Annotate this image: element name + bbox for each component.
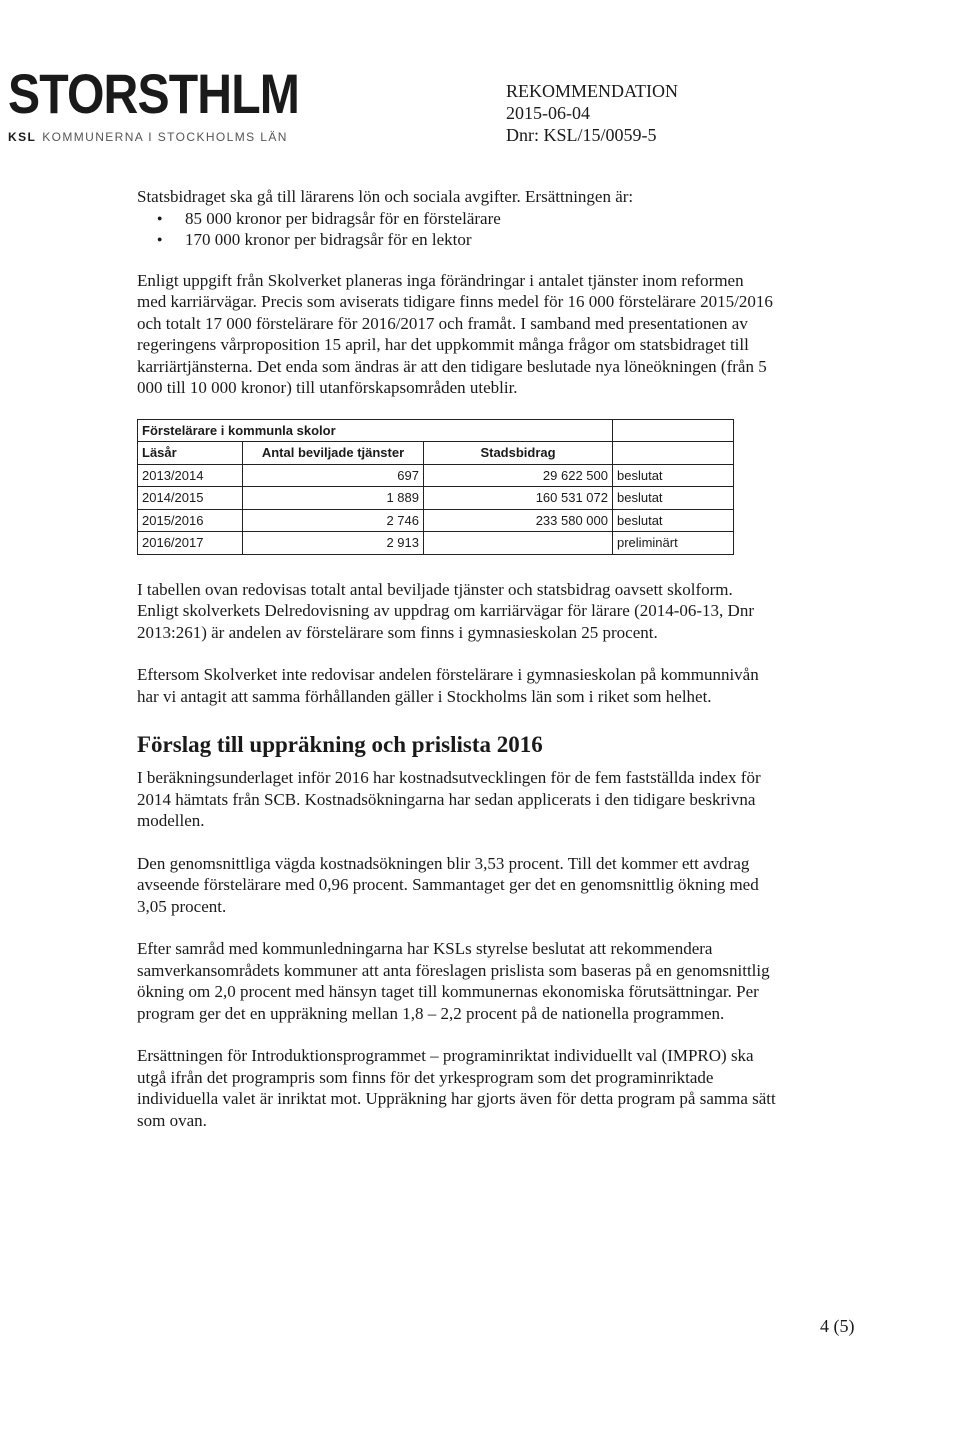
- doc-type: REKOMMENDATION: [506, 81, 678, 101]
- logo-sub-ksl: KSL: [8, 130, 37, 144]
- compensation-list: [137, 208, 777, 251]
- cell-antal: 2 746: [243, 509, 424, 532]
- column-header-lasar: Läsår: [138, 442, 243, 465]
- table-row: [138, 487, 734, 510]
- cell-status: beslutat: [613, 487, 734, 510]
- cell-lasar: 2013/2014: [138, 464, 243, 487]
- cell-stadsbidrag: [424, 532, 613, 555]
- cell-status: preliminärt: [613, 532, 734, 555]
- paragraph-assumption: Eftersom Skolverket inte redovisar andelen förstelärare i gymnasieskolan på kommunnivån har vi antagit att samma förhållanden gäller i Stockholms län som i riket som helhet.: [137, 665, 759, 706]
- table-row: [138, 464, 734, 487]
- document-meta: [506, 80, 678, 146]
- cell-antal: 2 913: [243, 532, 424, 555]
- column-header-stadsbidrag: Stadsbidrag: [424, 442, 613, 465]
- table-cell: [613, 419, 734, 442]
- cell-stadsbidrag: 233 580 000: [424, 509, 613, 532]
- page-number: 4 (5): [820, 1316, 855, 1336]
- cell-status: beslutat: [613, 509, 734, 532]
- cell-lasar: 2016/2017: [138, 532, 243, 555]
- logo-sub-text: KOMMUNERNA I STOCKHOLMS LÄN: [42, 130, 288, 144]
- table-title: Förstelärare i kommunla skolor: [138, 419, 613, 442]
- table-header-row: [138, 442, 734, 465]
- cell-antal: 1 889: [243, 487, 424, 510]
- document-body: [137, 186, 777, 1131]
- paragraph-cost-increase: Den genomsnittliga vägda kostnadsökningen blir 3,53 procent. Till det kommer ett avdrag avseende förstelärare med 0,96 procent. Sammantaget ger det en genomsnittlig ökning med 3,05 procent.: [137, 853, 759, 916]
- forstelarare-table: [137, 419, 734, 555]
- intro-paragraph: Statsbidraget ska gå till lärarens lön och sociala avgifter. Ersättningen är:: [137, 187, 634, 206]
- section-heading: Förslag till uppräkning och prislista 2016: [137, 732, 543, 757]
- column-header-status: [613, 442, 734, 465]
- paragraph-calculation: I beräkningsunderlaget inför 2016 har kostnadsutvecklingen för de fem fastställda index för 2014 hämtats från SCB. Kostnadsökningarna har sedan applicerats i den tidigare beskrivna modellen.: [137, 768, 761, 830]
- cell-lasar: 2015/2016: [138, 509, 243, 532]
- doc-date: 2015-06-04: [506, 103, 590, 123]
- table-title-row: [138, 419, 734, 442]
- list-item: ● 85 000 kronor per bidragsår för en förstelärare: [157, 208, 777, 230]
- column-header-antal: Antal beviljade tjänster: [243, 442, 424, 465]
- paragraph-impro: Ersättningen för Introduktionsprogrammet – programinriktat individuellt val (IMPRO) ska utgå ifrån det programpris som finns för det yrkesprogram som det programinriktade individuella valet är inriktat mot. Uppräkning har gjorts även för detta program på samma sätt som ovan.: [137, 1046, 776, 1130]
- doc-dnr: Dnr: KSL/15/0059-5: [506, 125, 657, 145]
- table-row: [138, 509, 734, 532]
- cell-antal: 697: [243, 464, 424, 487]
- paragraph-table-note: I tabellen ovan redovisas totalt antal beviljade tjänster och statsbidrag oavsett skolform. Enligt skolverkets Delredovisning av uppdrag om karriärvägar för lärare (2014-06-13, Dnr 2013:261) är andelen av förstelärare som finns i gymnasieskolan 25 procent.: [137, 579, 754, 642]
- cell-stadsbidrag: 29 622 500: [424, 464, 613, 487]
- cell-stadsbidrag: 160 531 072: [424, 487, 613, 510]
- list-item: ● 170 000 kronor per bidragsår för en lektor: [157, 229, 777, 251]
- table-row: [138, 532, 734, 555]
- logo-subtitle: [8, 130, 346, 144]
- logo: [8, 62, 346, 144]
- paragraph-recommendation: Efter samråd med kommunledningarna har KSLs styrelse beslutat att rekommendera samverkansområdets kommuner att anta föreslagen prislista som baseras på en genomsnittlig ökning om 2,0 procent med hänsyn taget till kommunernas ekonomiska förutsättningar. Per program ger det en uppräkning mellan 1,8 – 2,2 procent på de nationella programmen.: [137, 939, 770, 1023]
- paragraph-reform: Enligt uppgift från Skolverket planeras inga förändringar i antalet tjänster inom reformen med karriärvägar. Precis som aviserats tidigare finns medel för 16 000 förstelärare 2015/2016 och totalt 17 000 förstelärare för 2016/2017 och framåt. I samband med presentationen av regeringens vårproposition 15 april, har det uppkommit många frågor om statsbidraget till karriärtjänsterna. Det enda som ändras är att den tidigare beslutade nya löneökningen (från 5 000 till 10 000 kronor) till utanförskapsområden uteblir.: [137, 270, 773, 397]
- logo-wordmark: STORSTHLM: [8, 62, 300, 125]
- cell-lasar: 2014/2015: [138, 487, 243, 510]
- cell-status: beslutat: [613, 464, 734, 487]
